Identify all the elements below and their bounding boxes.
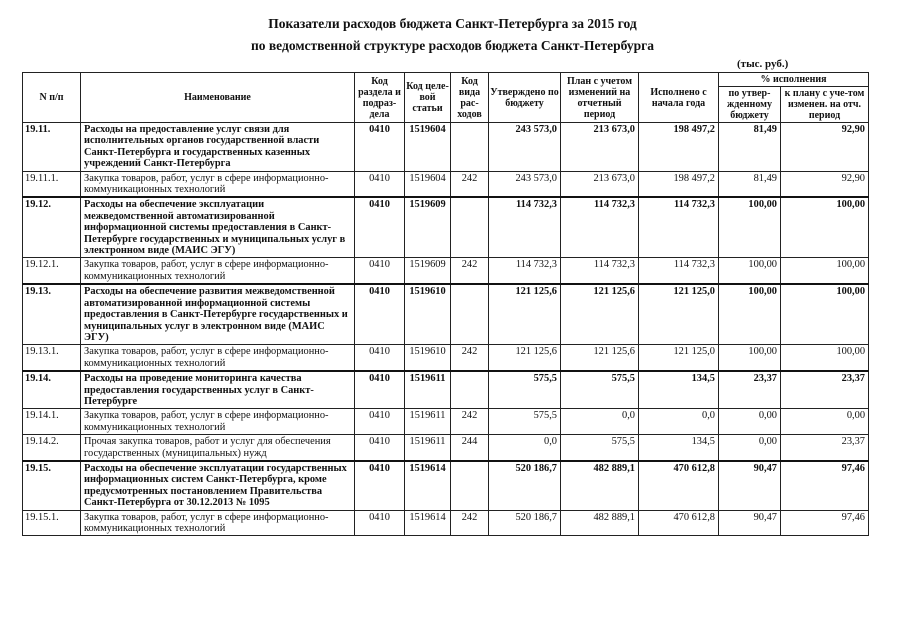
row-target-code: 1519610 — [405, 345, 451, 371]
row-pct-plan: 23,37 — [781, 371, 869, 409]
row-number: 19.11. — [23, 123, 81, 172]
row-executed: 121 125,0 — [639, 284, 719, 345]
row-section-code: 0410 — [355, 435, 405, 461]
header-num: N п/п — [23, 73, 81, 123]
row-pct-plan: 100,00 — [781, 284, 869, 345]
row-expense-type-code: 242 — [451, 510, 489, 536]
header-pct-budget: по утвер-жденному бюджету — [719, 87, 781, 123]
row-name: Расходы на обеспечение эксплуатации государственных информационных систем Санкт-Петербурга, кроме предусмотренных постановлением Правительства Санкт-Петербурга от 30.12.2013 № 1095 — [81, 461, 355, 510]
header-expense-type-code: Код вида рас-ходов — [451, 73, 489, 123]
row-expense-type-code — [451, 197, 489, 258]
row-approved: 243 573,0 — [489, 123, 561, 172]
row-pct-budget: 90,47 — [719, 510, 781, 536]
table-header — [23, 73, 869, 123]
row-section-code: 0410 — [355, 171, 405, 197]
row-target-code: 1519614 — [405, 461, 451, 510]
row-target-code: 1519611 — [405, 371, 451, 409]
header-percent-group: % исполнения — [719, 73, 869, 87]
row-pct-plan: 100,00 — [781, 197, 869, 258]
row-pct-plan: 0,00 — [781, 409, 869, 435]
row-target-code: 1519604 — [405, 171, 451, 197]
row-approved: 121 125,6 — [489, 284, 561, 345]
row-plan: 0,0 — [561, 409, 639, 435]
table-row — [23, 510, 869, 536]
row-plan: 575,5 — [561, 371, 639, 409]
row-plan: 575,5 — [561, 435, 639, 461]
row-name: Расходы на обеспечение эксплуатации межведомственной автоматизированной информационной системы предоставления в Санкт-Петербурге государственных и муниципальных услуг в электронном виде (МАИС ЭГУ) — [81, 197, 355, 258]
header-section-code: Код раздела и подраз-дела — [355, 73, 405, 123]
row-pct-plan: 100,00 — [781, 258, 869, 284]
row-pct-budget: 100,00 — [719, 197, 781, 258]
row-executed: 470 612,8 — [639, 461, 719, 510]
row-number: 19.15.1. — [23, 510, 81, 536]
row-section-code: 0410 — [355, 284, 405, 345]
row-executed: 134,5 — [639, 371, 719, 409]
header-plan: План с учетом изменений на отчетный период — [561, 73, 639, 123]
row-plan: 121 125,6 — [561, 345, 639, 371]
row-name: Закупка товаров, работ, услуг в сфере информационно-коммуникационных технологий — [81, 409, 355, 435]
row-pct-plan: 92,90 — [781, 123, 869, 172]
row-section-code: 0410 — [355, 197, 405, 258]
row-number: 19.12. — [23, 197, 81, 258]
row-approved: 520 186,7 — [489, 461, 561, 510]
budget-table — [22, 72, 869, 536]
row-pct-plan: 97,46 — [781, 461, 869, 510]
row-name: Прочая закупка товаров, работ и услуг для обеспечения государственных (муниципальных) нужд — [81, 435, 355, 461]
row-section-code: 0410 — [355, 123, 405, 172]
row-target-code: 1519610 — [405, 284, 451, 345]
row-section-code: 0410 — [355, 345, 405, 371]
row-number: 19.12.1. — [23, 258, 81, 284]
row-number: 19.11.1. — [23, 171, 81, 197]
report-subtitle: по ведомственной структуре расходов бюджета Санкт-Петербурга — [250, 38, 655, 53]
row-number: 19.15. — [23, 461, 81, 510]
row-pct-budget: 100,00 — [719, 345, 781, 371]
table-row — [23, 409, 869, 435]
header-name: Наименование — [81, 73, 355, 123]
table-body — [23, 123, 869, 536]
row-target-code: 1519609 — [405, 197, 451, 258]
row-name: Расходы на обеспечение развития межведомственной автоматизированной информационной системы предоставления в Санкт-Петербурге государственных и муниципальных услуг в электронном виде (МАИС ЭГУ) — [81, 284, 355, 345]
header-pct-plan: к плану с уче-том изменен. на отч. период — [781, 87, 869, 123]
row-approved: 0,0 — [489, 435, 561, 461]
row-number: 19.13.1. — [23, 345, 81, 371]
row-pct-budget: 23,37 — [719, 371, 781, 409]
header-executed: Исполнено с начала года — [639, 73, 719, 123]
row-pct-budget: 81,49 — [719, 171, 781, 197]
row-pct-plan: 92,90 — [781, 171, 869, 197]
row-executed: 0,0 — [639, 409, 719, 435]
row-approved: 114 732,3 — [489, 258, 561, 284]
row-number: 19.14.2. — [23, 435, 81, 461]
row-section-code: 0410 — [355, 371, 405, 409]
header-target-code: Код целе-вой статьи — [405, 73, 451, 123]
row-approved: 520 186,7 — [489, 510, 561, 536]
row-expense-type-code: 244 — [451, 435, 489, 461]
row-name: Закупка товаров, работ, услуг в сфере информационно-коммуникационных технологий — [81, 258, 355, 284]
table-row — [23, 258, 869, 284]
table-row — [23, 345, 869, 371]
row-plan: 114 732,3 — [561, 197, 639, 258]
row-target-code: 1519611 — [405, 409, 451, 435]
row-name: Закупка товаров, работ, услуг в сфере информационно-коммуникационных технологий — [81, 510, 355, 536]
row-pct-budget: 100,00 — [719, 284, 781, 345]
row-section-code: 0410 — [355, 409, 405, 435]
table-row — [23, 461, 869, 510]
row-pct-budget: 90,47 — [719, 461, 781, 510]
table-row — [23, 171, 869, 197]
row-executed: 114 732,3 — [639, 197, 719, 258]
row-section-code: 0410 — [355, 461, 405, 510]
row-section-code: 0410 — [355, 510, 405, 536]
row-plan: 213 673,0 — [561, 123, 639, 172]
report-title: Показатели расходов бюджета Санкт-Петербурга за 2015 год — [268, 16, 637, 31]
row-pct-plan: 23,37 — [781, 435, 869, 461]
row-section-code: 0410 — [355, 258, 405, 284]
row-name: Расходы на проведение мониторинга качества предоставления государственных услуг в Санкт-Петербурге — [81, 371, 355, 409]
row-plan: 114 732,3 — [561, 258, 639, 284]
row-approved: 114 732,3 — [489, 197, 561, 258]
row-name: Расходы на предоставление услуг связи для исполнительных органов государственной власти Санкт-Петербурга и государственных казенных учреждений Санкт-Петербурга — [81, 123, 355, 172]
row-expense-type-code — [451, 284, 489, 345]
row-number: 19.14. — [23, 371, 81, 409]
row-expense-type-code: 242 — [451, 409, 489, 435]
row-expense-type-code: 242 — [451, 258, 489, 284]
row-executed: 470 612,8 — [639, 510, 719, 536]
table-row — [23, 197, 869, 258]
row-plan: 121 125,6 — [561, 284, 639, 345]
row-executed: 121 125,0 — [639, 345, 719, 371]
units-label: (тыс. руб.) — [737, 58, 789, 70]
row-approved: 575,5 — [489, 409, 561, 435]
row-name: Закупка товаров, работ, услуг в сфере информационно-коммуникационных технологий — [81, 345, 355, 371]
row-pct-budget: 0,00 — [719, 435, 781, 461]
row-expense-type-code — [451, 123, 489, 172]
row-pct-budget: 81,49 — [719, 123, 781, 172]
row-executed: 198 497,2 — [639, 123, 719, 172]
row-expense-type-code — [451, 371, 489, 409]
row-pct-budget: 100,00 — [719, 258, 781, 284]
header-approved: Утверждено по бюджету — [489, 73, 561, 123]
row-target-code: 1519609 — [405, 258, 451, 284]
table-row — [23, 123, 869, 172]
row-plan: 482 889,1 — [561, 461, 639, 510]
row-name: Закупка товаров, работ, услуг в сфере информационно-коммуникационных технологий — [81, 171, 355, 197]
row-target-code: 1519614 — [405, 510, 451, 536]
table-row — [23, 435, 869, 461]
row-expense-type-code — [451, 461, 489, 510]
row-expense-type-code: 242 — [451, 171, 489, 197]
row-number: 19.13. — [23, 284, 81, 345]
row-approved: 121 125,6 — [489, 345, 561, 371]
row-target-code: 1519611 — [405, 435, 451, 461]
row-pct-budget: 0,00 — [719, 409, 781, 435]
row-pct-plan: 97,46 — [781, 510, 869, 536]
row-target-code: 1519604 — [405, 123, 451, 172]
row-executed: 134,5 — [639, 435, 719, 461]
table-row — [23, 371, 869, 409]
row-plan: 213 673,0 — [561, 171, 639, 197]
table-row — [23, 284, 869, 345]
row-approved: 243 573,0 — [489, 171, 561, 197]
row-number: 19.14.1. — [23, 409, 81, 435]
row-approved: 575,5 — [489, 371, 561, 409]
row-pct-plan: 100,00 — [781, 345, 869, 371]
row-executed: 114 732,3 — [639, 258, 719, 284]
row-expense-type-code: 242 — [451, 345, 489, 371]
row-plan: 482 889,1 — [561, 510, 639, 536]
row-executed: 198 497,2 — [639, 171, 719, 197]
